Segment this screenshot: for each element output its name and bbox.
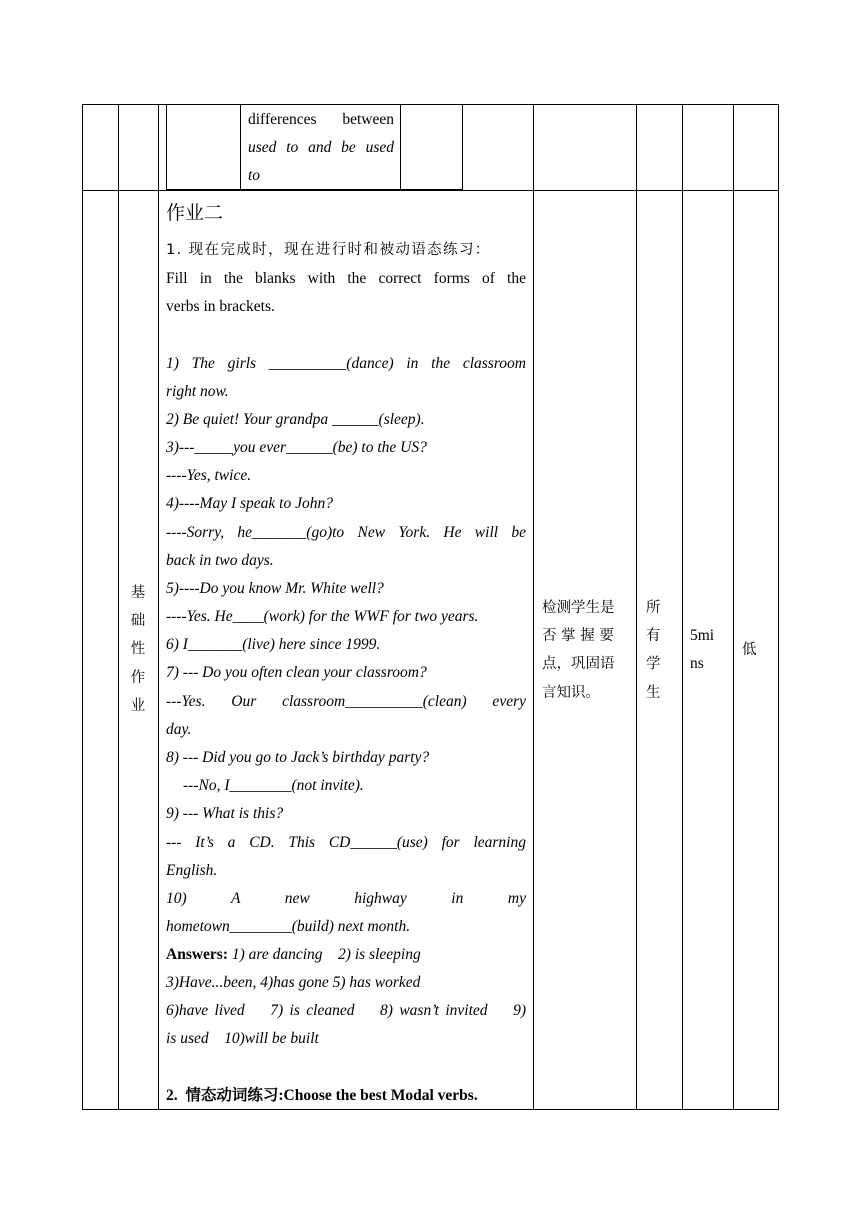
category-label bbox=[118, 579, 158, 720]
purpose-line: 言知识。 bbox=[542, 684, 600, 701]
col-border-3 bbox=[158, 104, 159, 1110]
question-9c: English. bbox=[166, 862, 218, 879]
audience-char: 学 bbox=[646, 656, 661, 673]
section1-instruction-2: verbs in brackets. bbox=[166, 298, 275, 315]
section2-heading: 2. 情态动词练习:Choose the best Modal verbs. bbox=[166, 1087, 478, 1104]
purpose-line: 检测学生是 bbox=[542, 600, 615, 616]
question-5a: 5)----Do you know Mr. White well? bbox=[166, 580, 384, 597]
question-8a: 8) --- Did you go to Jack’s birthday party? bbox=[166, 749, 430, 766]
question-7c: day. bbox=[166, 721, 192, 738]
purpose-cell bbox=[542, 594, 630, 707]
top-row-line-2: used to and be used bbox=[248, 139, 394, 156]
question-5b: ----Yes. He____(work) for the WWF for two years. bbox=[166, 608, 479, 625]
row-divider bbox=[82, 190, 779, 191]
question-7a: 7) --- Do you often clean your classroom? bbox=[166, 664, 427, 681]
top-row-line-1: differences between bbox=[248, 111, 394, 128]
answers-label: Answers: bbox=[166, 946, 228, 963]
question-10a: 10) A new highway in my bbox=[166, 890, 526, 907]
section1-heading: 1. 现在完成时，现在进行时和被动语态练习： bbox=[166, 242, 491, 258]
answers-line-3: 6)have lived 7) is cleaned 8) wasn’t invited 9) bbox=[166, 1002, 526, 1019]
question-8b: ---No, I________(not invite). bbox=[183, 777, 364, 794]
question-4c: back in two days. bbox=[166, 552, 274, 569]
question-6: 6) I_______(live) here since 1999. bbox=[166, 636, 381, 653]
answers-line-1 bbox=[166, 941, 421, 969]
question-4a: 4)----May I speak to John? bbox=[166, 495, 333, 512]
audience-char: 所 bbox=[646, 600, 661, 616]
answers-line-2: 3)Have...been, 4)has gone 5) has worked bbox=[166, 974, 421, 991]
question-3a: 3)---_____you ever______(be) to the US? bbox=[166, 439, 427, 456]
audience-char: 生 bbox=[646, 684, 661, 701]
question-2: 2) Be quiet! Your grandpa ______(sleep). bbox=[166, 411, 425, 428]
question-9a: 9) --- What is this? bbox=[166, 805, 284, 822]
question-9b: --- It’s a CD. This CD______(use) for learning bbox=[166, 834, 526, 851]
purpose-line: 点，巩固语 bbox=[542, 656, 615, 673]
nested-col-border-2 bbox=[400, 104, 401, 190]
category-char: 业 bbox=[130, 697, 146, 714]
answers-line-4: is used 10)will be built bbox=[166, 1030, 319, 1047]
question-1b: right now. bbox=[166, 383, 229, 400]
nested-col-border-1 bbox=[240, 104, 241, 190]
question-7b: ---Yes. Our classroom__________(clean) every bbox=[166, 693, 526, 710]
col-border-7 bbox=[733, 104, 734, 1110]
col-border-1 bbox=[82, 104, 83, 1110]
question-10b: hometown________(build) next month. bbox=[166, 918, 411, 935]
col-border-5 bbox=[636, 104, 637, 1110]
question-1a: 1) The girls __________(dance) in the classroom bbox=[166, 355, 526, 372]
difficulty-cell: 低 bbox=[742, 642, 757, 658]
col-border-8 bbox=[778, 104, 779, 1110]
category-char: 基 bbox=[130, 585, 146, 601]
question-4b: ----Sorry, he_______(go)to New York. He will be bbox=[166, 524, 526, 541]
category-char: 性 bbox=[130, 641, 146, 658]
section1-instruction-1: Fill in the blanks with the correct forms of the bbox=[166, 270, 526, 287]
audience-cell bbox=[646, 594, 676, 707]
top-row-line-3: to bbox=[248, 167, 261, 184]
question-3b: ----Yes, twice. bbox=[166, 467, 252, 484]
category-char: 作 bbox=[130, 669, 146, 686]
duration-line-2: ns bbox=[690, 655, 704, 672]
audience-char: 有 bbox=[646, 628, 661, 645]
col-border-6 bbox=[682, 104, 683, 1110]
answers-text-1: 1) are dancing 2) is sleeping bbox=[228, 946, 421, 963]
homework-title: 作业二 bbox=[166, 202, 224, 224]
col-border-4 bbox=[533, 104, 534, 1110]
purpose-line: 否 掌 握 要 bbox=[542, 628, 614, 645]
category-char: 础 bbox=[130, 613, 146, 630]
duration-line-1: 5mi bbox=[690, 627, 715, 644]
